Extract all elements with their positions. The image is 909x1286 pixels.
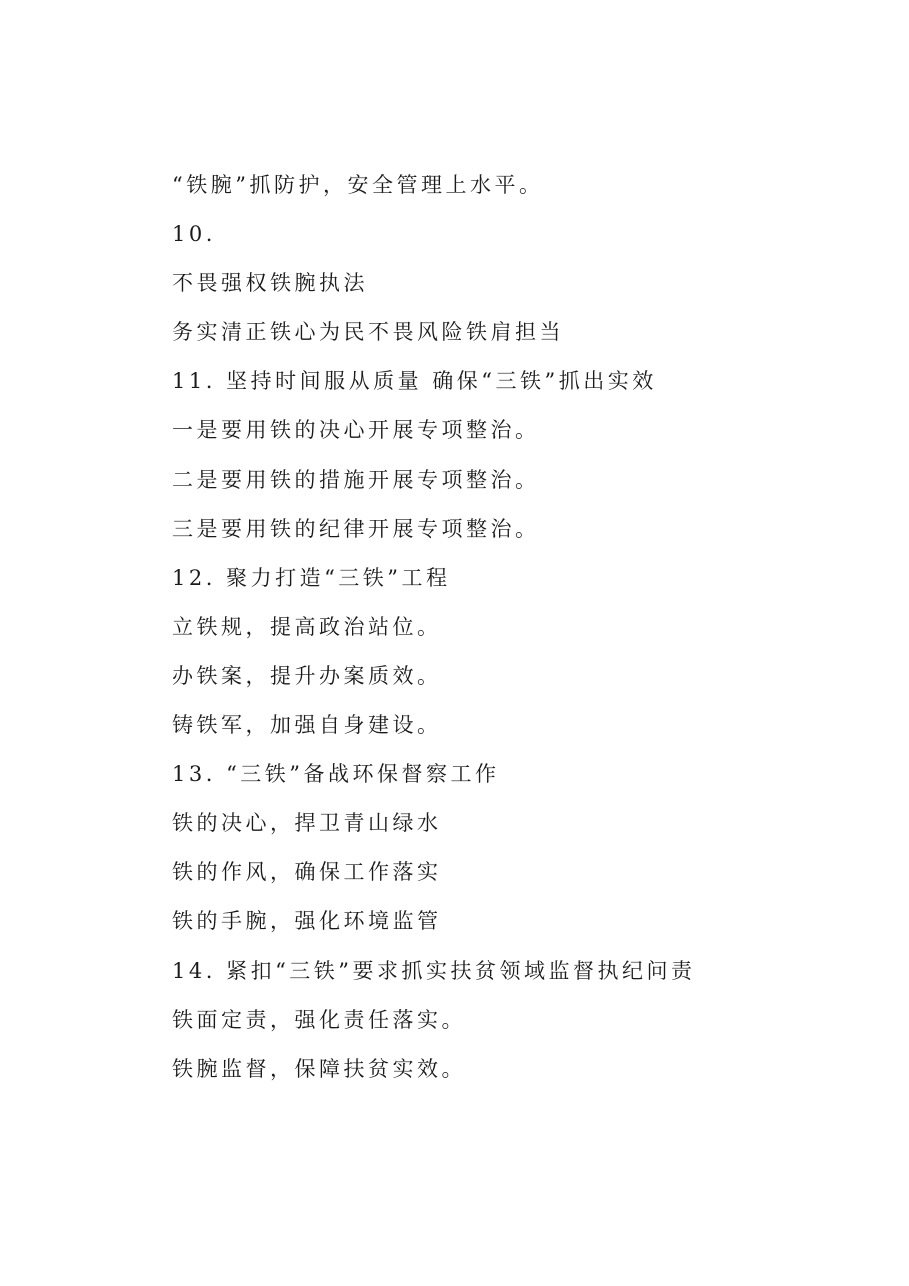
section-heading: 12. 聚力打造“三铁”工程 — [172, 565, 451, 590]
text-line: 二是要用铁的措施开展专项整治。 — [172, 467, 540, 492]
text-line: “铁腕”抓防护，安全管理上水平。 — [172, 173, 544, 197]
section-heading: 14. 紧扣“三铁”要求抓实扶贫领域监督执纪问责 — [172, 958, 696, 983]
text-line: 不畏强权铁腕执法 — [172, 271, 368, 296]
text-line: 铁的决心，捍卫青山绿水 — [172, 811, 442, 836]
text-line: 铸铁军，加强自身建设。 — [172, 713, 442, 738]
text-line: 办铁案，提升办案质效。 — [172, 663, 442, 688]
text-line: 一是要用铁的决心开展专项整治。 — [172, 418, 540, 443]
text-line: 立铁规，提高政治站位。 — [172, 614, 442, 639]
text-line: 铁面定责，强化责任落实。 — [172, 1007, 466, 1032]
text-line: 务实清正铁心为民不畏风险铁肩担当 — [172, 320, 564, 345]
section-heading: 13. “三铁”备战环保督察工作 — [172, 762, 500, 787]
text-line: 铁的作风，确保工作落实 — [172, 860, 442, 885]
text-line: 铁腕监督，保障扶贫实效。 — [172, 1056, 466, 1081]
section-number: 10. — [172, 222, 216, 247]
text-line: 三是要用铁的纪律开展专项整治。 — [172, 516, 540, 541]
text-line: 铁的手腕，强化环境监管 — [172, 909, 442, 934]
section-heading: 11. 坚持时间服从质量 确保“三铁”抓出实效 — [172, 369, 657, 394]
document-body — [172, 167, 852, 1100]
